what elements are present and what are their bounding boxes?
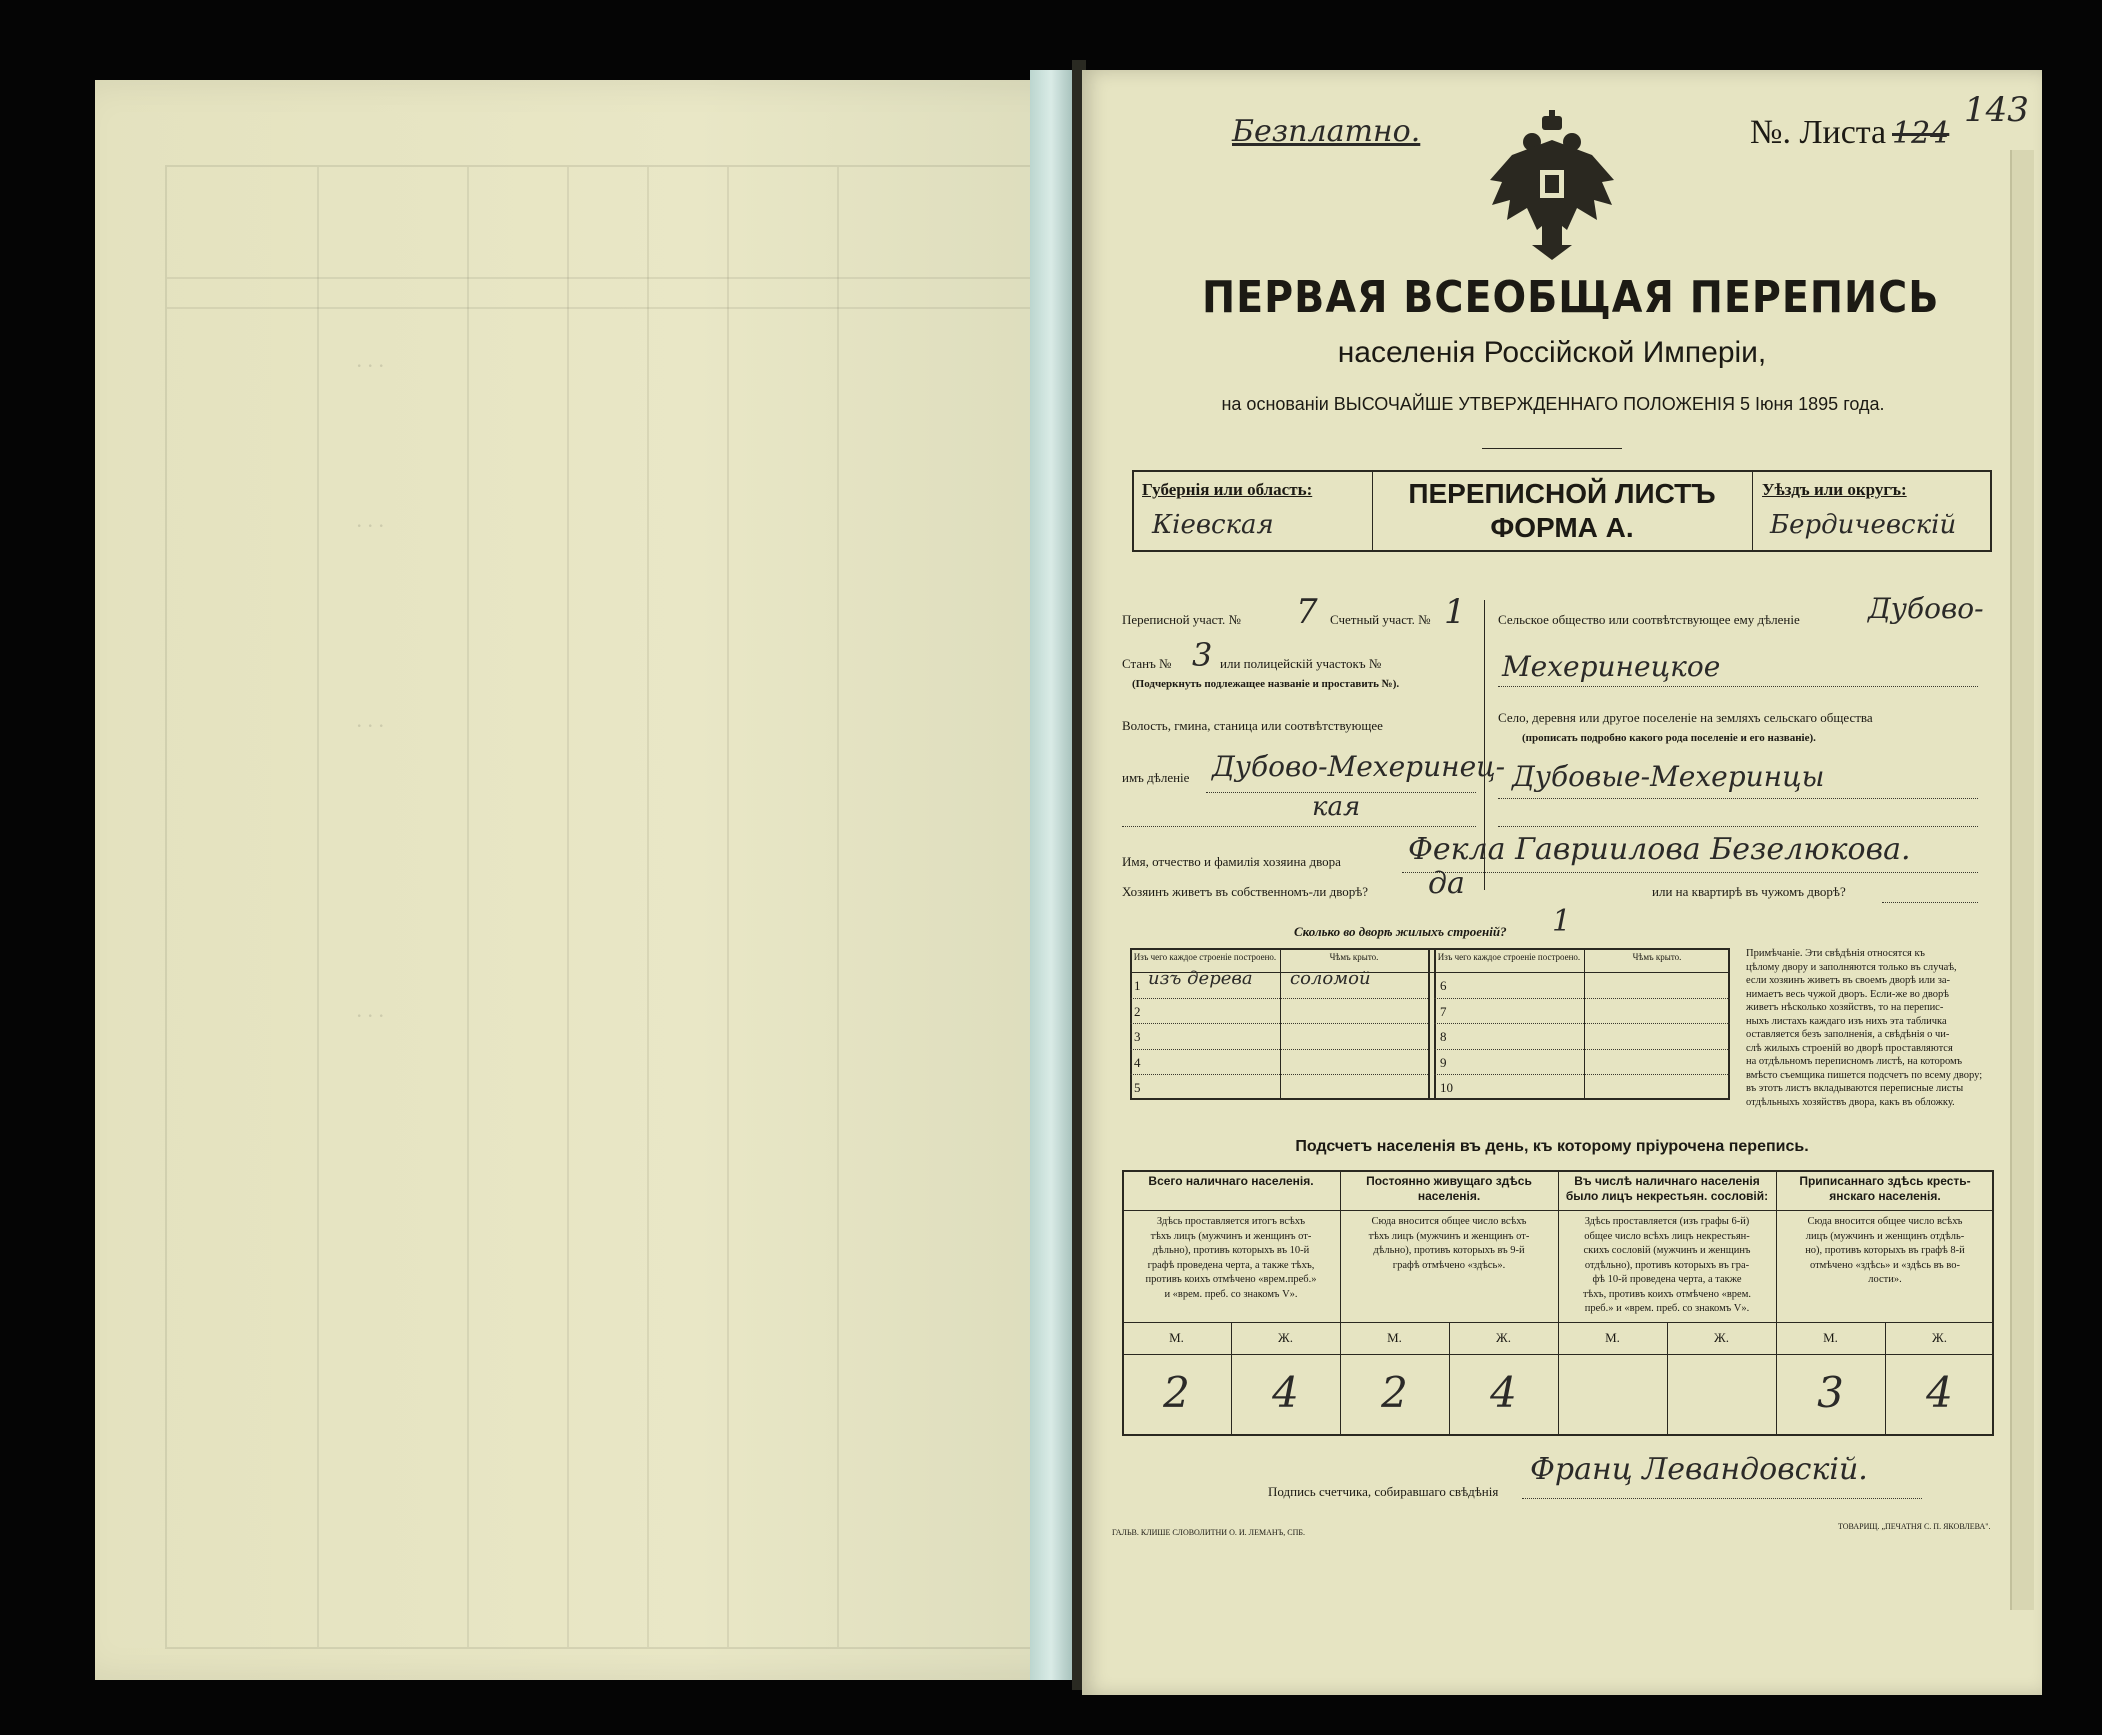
form-letter: ФОРМА А. bbox=[1490, 512, 1634, 543]
count-column-header: янскаго населенія. bbox=[1829, 1189, 1941, 1203]
free-label: Безплатно. bbox=[1232, 114, 1421, 149]
table-header-material-right: Изъ чего каждое строеніе построено. bbox=[1437, 952, 1581, 962]
sheet-no-value: 124 bbox=[1892, 116, 1950, 151]
count-column-description: Сюда вносится общее число всѣхъ bbox=[1371, 1216, 1527, 1227]
count-column-header: населенія. bbox=[1417, 1189, 1481, 1203]
count-column-description: фѣ 10-й проведена черта, а также bbox=[1592, 1274, 1742, 1285]
building-row-number: 3 bbox=[1134, 1029, 1141, 1045]
volost-value: Дубово-Мехеринец- bbox=[1212, 750, 1506, 783]
uezd-label: Уѣздъ или округъ: bbox=[1762, 480, 1907, 499]
count-column-header: Постоянно живущаго здѣсь bbox=[1366, 1174, 1532, 1188]
count-column-description: и «врем. преб. со знакомъ V». bbox=[1164, 1288, 1298, 1300]
count-female-value: 4 bbox=[1490, 1368, 1517, 1417]
enumerator-signature: Франц Левандовскій. bbox=[1530, 1452, 1868, 1487]
building-row-number: 8 bbox=[1440, 1029, 1447, 1045]
count-column-description: графѣ проведена черта, а также тѣхъ, bbox=[1147, 1259, 1315, 1271]
count-column-header: Въ числѣ наличнаго населенія bbox=[1574, 1174, 1760, 1188]
count-column-header: было лицъ некрестьян. сословій: bbox=[1565, 1189, 1769, 1203]
printer-left: ГАЛЬВ. КЛИШЕ СЛОВОЛИТНИ О. И. ЛЕМАНЪ, СПБ. bbox=[1112, 1528, 1305, 1537]
volost-value-2: кая bbox=[1312, 792, 1361, 822]
stan-value: 3 bbox=[1192, 636, 1213, 674]
count-column-description: дѣльно), противъ которыхъ въ 10-й bbox=[1152, 1245, 1310, 1256]
count-column-header: Всего наличнаго населенія. bbox=[1148, 1174, 1314, 1188]
count-column-description: скихъ сословій (мужчинъ и женщинъ bbox=[1583, 1245, 1751, 1256]
m-label: М. bbox=[1605, 1330, 1620, 1345]
building-row-number: 9 bbox=[1440, 1054, 1447, 1070]
census-subtitle: населенія Россійской Имперіи, bbox=[1337, 336, 1767, 369]
count-column-description: отдѣльно), противъ которыхъ въ гра- bbox=[1584, 1259, 1750, 1271]
count-column-description: тѣхъ, противъ коихъ отмѣчено «врем. bbox=[1583, 1288, 1751, 1300]
zh-label: Ж. bbox=[1278, 1330, 1293, 1345]
page-edge bbox=[2010, 150, 2034, 1610]
selo-value: Дубовые-Мехеринцы bbox=[1512, 760, 1825, 793]
sheet-no-label: №. Листа bbox=[1750, 114, 1887, 151]
count-column-description: дѣльно), противъ которыхъ въ 9-й bbox=[1373, 1245, 1525, 1256]
own-yard-label: Хозяинъ живетъ въ собственномъ-ли дворѣ? bbox=[1122, 884, 1369, 899]
building-row-number: 1 bbox=[1134, 978, 1141, 993]
owner-value: Фекла Гавриилова Безелюкова. bbox=[1408, 832, 1911, 867]
selskoe-value-2: Мехеринецкое bbox=[1502, 650, 1721, 683]
building-row-number: 7 bbox=[1440, 1003, 1447, 1019]
building-row-number: 4 bbox=[1134, 1054, 1141, 1070]
note-line: нимаетъ весь чужой дворъ. Если-же во дворѣ bbox=[1746, 988, 1949, 1000]
volost-label-2: имъ дѣленіе bbox=[1122, 770, 1190, 785]
gubernia-label: Губернія или область: bbox=[1142, 480, 1313, 499]
count-column-description: противъ коихъ отмѣчено «врем.преб.» bbox=[1145, 1274, 1317, 1285]
count-column-description: но), противъ которыхъ въ графѣ 8-й bbox=[1805, 1245, 1965, 1256]
table-header-material-left: Изъ чего каждое строеніе построено. bbox=[1133, 952, 1277, 962]
note-line: если хозяинъ живетъ въ своемъ дворѣ или за- bbox=[1746, 975, 1951, 986]
buildings-table bbox=[1130, 948, 1730, 1100]
table-header-roof-right: Чѣмъ крыто. bbox=[1632, 952, 1682, 962]
note-line: слѣ жилыхъ строеній во дворѣ проставляются bbox=[1746, 1042, 1953, 1054]
count-column-description: Здѣсь проставляется (изъ графы 6-й) bbox=[1584, 1216, 1750, 1227]
m-label: М. bbox=[1169, 1330, 1184, 1345]
building-row-number: 5 bbox=[1134, 1080, 1141, 1096]
selo-note: (прописать подробно какого рода поселеніе и его названіе). bbox=[1522, 732, 1816, 744]
binding-tape bbox=[1030, 70, 1072, 1680]
count-column-description: преб.» и «врем. преб. со знакомъ V». bbox=[1584, 1303, 1750, 1314]
buildings-label: Сколько во дворѣ жилыхъ строеній? bbox=[1294, 924, 1507, 939]
left-page bbox=[95, 80, 1095, 1680]
building-row-number: 10 bbox=[1440, 1080, 1453, 1096]
count-column-description: отмѣчено «здѣсь» и «здѣсь въ во- bbox=[1809, 1259, 1960, 1271]
police-label: или полицейскій участокъ № bbox=[1220, 656, 1382, 671]
count-column-description: тѣхъ лицъ (мужчинъ и женщинъ от- bbox=[1150, 1230, 1312, 1242]
note-line: ныхъ листахъ каждаго изъ нихъ эта табличка bbox=[1746, 1015, 1947, 1027]
own-yard-value: да bbox=[1428, 866, 1465, 901]
m-label: М. bbox=[1387, 1330, 1402, 1345]
table-header-roof-left: Чѣмъ крыто. bbox=[1329, 952, 1379, 962]
rented-label: или на квартирѣ въ чужомъ дворѣ? bbox=[1652, 884, 1846, 899]
printer-right: ТОВАРИЩ. „ПЕЧАТНЯ С. П. ЯКОВЛЕВА". bbox=[1838, 1522, 1991, 1531]
census-basis: на основаніи ВЫСОЧАЙШЕ УТВЕРЖДЕННАГО ПОЛОЖЕНІЯ 5 Іюня 1895 года. bbox=[1221, 394, 1885, 414]
selo-label: Село, деревня или другое поселеніе на земляхъ сельскаго общества bbox=[1498, 710, 1873, 725]
signature-label: Подпись счетчика, собиравшаго свѣдѣнія bbox=[1268, 1484, 1499, 1499]
count-male-value: 2 bbox=[1163, 1368, 1190, 1417]
note-line: Примѣчаніе. Эти свѣдѣнія относятся къ bbox=[1746, 948, 1925, 959]
left-page-ghost-grid: . . . . . . . . . . . . bbox=[165, 165, 1039, 1649]
schetny-uchast-label: Счетный участ. № bbox=[1330, 612, 1431, 627]
volost-label: Волость, гмина, станица или соотвѣтствующее bbox=[1122, 718, 1383, 733]
count-male-value: 2 bbox=[1381, 1368, 1408, 1417]
count-female-value: 4 bbox=[1272, 1368, 1299, 1417]
count-column-description: графѣ отмѣчено «здѣсь». bbox=[1392, 1259, 1506, 1271]
form-title: ПЕРЕПИСНОЙ ЛИСТЪ bbox=[1408, 478, 1716, 509]
note-line: цѣлому двору и заполняются только въ случаѣ, bbox=[1746, 961, 1957, 973]
perepisnoy-uchast-value: 7 bbox=[1296, 592, 1318, 632]
m-label: М. bbox=[1823, 1330, 1838, 1345]
zh-label: Ж. bbox=[1932, 1330, 1947, 1345]
schetny-uchast-value: 1 bbox=[1444, 592, 1466, 632]
count-column-description: Здѣсь проставляется итогъ всѣхъ bbox=[1156, 1216, 1306, 1227]
count-column-description: тѣхъ лицъ (мужчинъ и женщинъ от- bbox=[1368, 1230, 1530, 1242]
zh-label: Ж. bbox=[1496, 1330, 1511, 1345]
note-line: отдѣльныхъ хозяйствъ двора, какъ въ обложку. bbox=[1746, 1096, 1955, 1108]
population-count-table bbox=[1122, 1170, 1994, 1436]
gubernia-value: Кіевская bbox=[1152, 510, 1274, 540]
count-column-description: общее число всѣхъ лицъ некрестьян- bbox=[1584, 1230, 1750, 1242]
note-line: на отдѣльномъ переписномъ листѣ, на которомъ bbox=[1746, 1056, 1963, 1067]
archive-page-number: 143 bbox=[1964, 90, 2029, 130]
buildings-value: 1 bbox=[1552, 904, 1572, 939]
note-line: живетъ нѣсколько хозяйствъ, то на перепис- bbox=[1746, 1002, 1944, 1013]
perepisnoy-uchast-label: Переписной участ. № bbox=[1122, 612, 1241, 627]
count-column-description: лицъ (мужчинъ и женщинъ отдѣль- bbox=[1805, 1230, 1965, 1242]
census-form-page bbox=[1082, 70, 2042, 1695]
count-male-value: 3 bbox=[1817, 1368, 1844, 1417]
note-line: оставляется безъ заполненія, а свѣдѣнія о чи- bbox=[1746, 1029, 1950, 1040]
census-title: ПЕРВАЯ ВСЕОБЩАЯ ПЕРЕПИСЬ bbox=[1202, 272, 1940, 323]
count-section-title: Подсчетъ населенія въ день, къ которому пріурочена перепись. bbox=[1295, 1138, 1809, 1155]
count-female-value: 4 bbox=[1926, 1368, 1953, 1417]
building-roof: соломой bbox=[1290, 968, 1371, 989]
stan-label: Станъ № bbox=[1122, 656, 1172, 671]
owner-label: Имя, отчество и фамилія хозяина двора bbox=[1122, 854, 1341, 869]
note-line: въ этотъ листъ вкладываются переписные листы bbox=[1746, 1083, 1964, 1094]
imperial-eagle-icon bbox=[1482, 110, 1622, 260]
building-row-number: 6 bbox=[1440, 978, 1447, 993]
zh-label: Ж. bbox=[1714, 1330, 1729, 1345]
count-column-description: лости». bbox=[1868, 1274, 1902, 1285]
ornament-divider bbox=[1482, 448, 1622, 449]
selskoe-label: Сельское общество или соотвѣтствующее ему дѣленіе bbox=[1498, 612, 1800, 627]
building-material: изъ дерева bbox=[1148, 968, 1253, 989]
building-row-number: 2 bbox=[1134, 1003, 1141, 1019]
count-column-description: Сюда вносится общее число всѣхъ bbox=[1807, 1216, 1963, 1227]
uezd-value: Бердичевскій bbox=[1770, 510, 1957, 540]
stan-note: (Подчеркнуть подлежащее названіе и проставить №). bbox=[1132, 678, 1400, 690]
count-column-header: Приписаннаго здѣсь кресть- bbox=[1799, 1174, 1971, 1188]
selskoe-value: Дубово- bbox=[1868, 592, 1984, 625]
note-line: вмѣсто съемщика пишется подсчетъ по всему двору; bbox=[1746, 1069, 1983, 1081]
